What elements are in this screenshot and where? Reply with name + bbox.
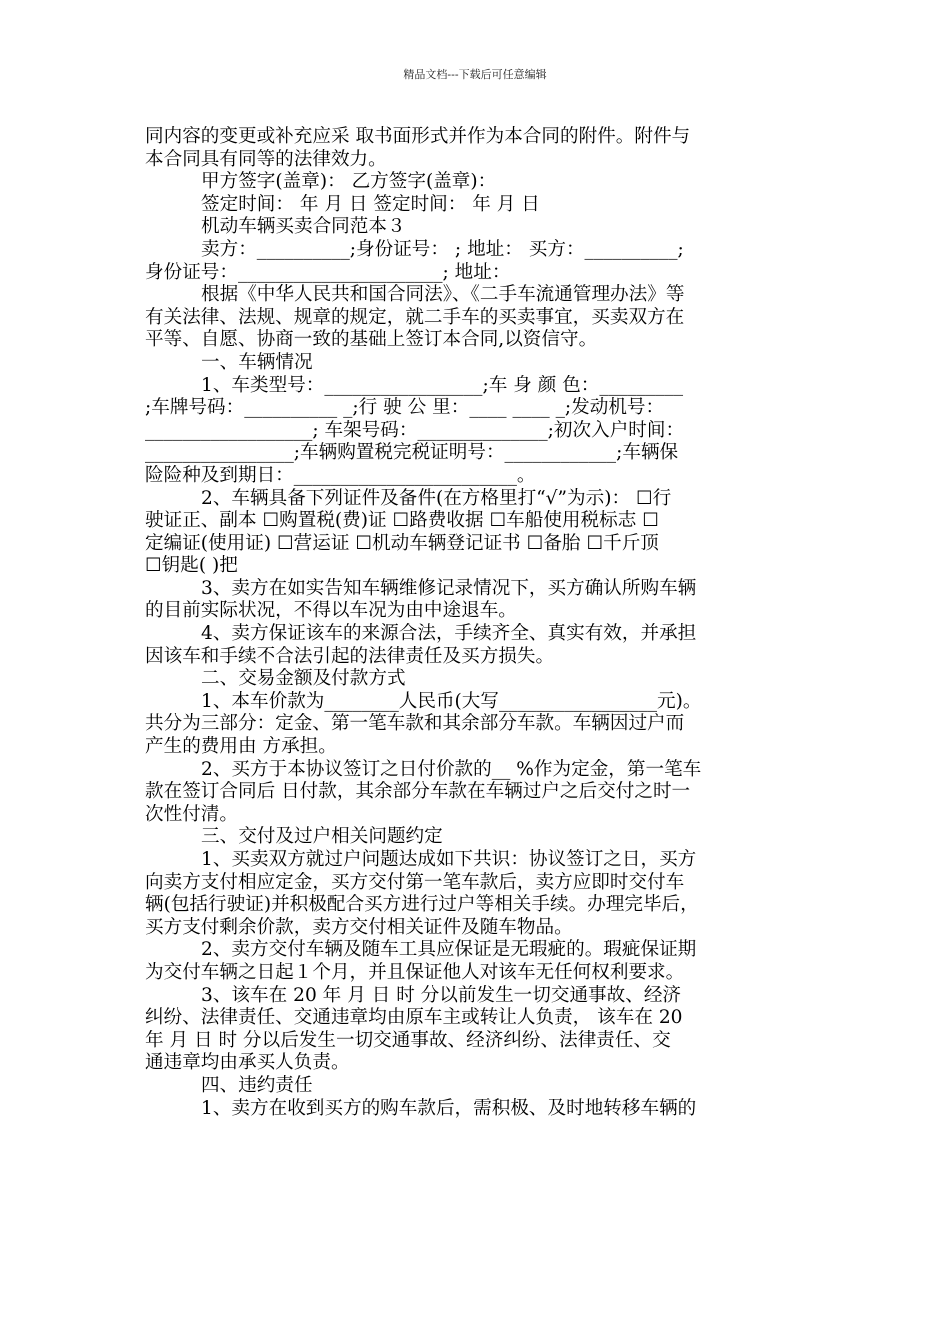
text-line: 2、买方于本协议签订之日付价款的__ %作为定金，第一笔车 (201, 758, 702, 780)
text-line: 买方支付剩余价款，卖方交付相关证件及随车物品。 (145, 916, 573, 938)
text-line: 共分为三部分：定金、第一笔车款和其余部分车款。车辆因过户而 (145, 713, 685, 735)
text-line: 有关法律、法规、规章的规定，就二手车的买卖事宜，买卖双方在 (145, 306, 685, 328)
text-line: 险险种及到期日：________________________。 (145, 464, 536, 486)
page-header: 精品文档---下载后可任意编辑 (403, 68, 547, 81)
text-line: 纠纷、法律责任、交通违章均由原车主或转让人负责， 该车在 20 (145, 1007, 683, 1029)
text-line: 产生的费用由 方承担。 (145, 736, 337, 758)
text-line: 3、卖方在如实告知车辆维修记录情况下，买方确认所购车辆 (201, 577, 697, 599)
text-line: ☐钥匙( )把 (145, 555, 238, 577)
text-line: 四、违约责任 (201, 1074, 313, 1096)
text-line: 向卖方支付相应定金，买方交付第一笔车款后，卖方应即时交付车 (145, 871, 685, 893)
text-line: 一、车辆情况 (201, 351, 313, 373)
text-line: 通违章均由承买人负责。 (145, 1052, 350, 1074)
text-line: 次性付清。 (145, 803, 238, 825)
text-line: ;车牌号码：__________ _;行 驶 公 里：____ ____ _;发动机号： (145, 397, 665, 419)
text-line: 卖方：__________;身份证号： ; 地址： 买方：__________; (201, 238, 684, 260)
text-line: 因该车和手续不合法引起的法律责任及买方损失。 (145, 645, 555, 667)
text-line: 同内容的变更或补充应采 取书面形式并作为本合同的附件。附件与 (145, 126, 691, 147)
text-line: 的目前实际状况，不得以车况为由中途退车。 (145, 600, 517, 622)
text-line: 2、车辆具备下列证件及备件(在方格里打“√”为示)： ☐行 (201, 487, 672, 509)
text-line: 驶证正、副本 ☐购置税(费)证 ☐路费收据 ☐车船使用税标志 ☐ (145, 510, 659, 532)
text-line: __________________; 车架号码：______________;初次入户时间： (145, 419, 685, 441)
text-line: 定编证(使用证) ☐营运证 ☐机动车辆登记证书 ☐备胎 ☐千斤顶 (145, 532, 659, 554)
text-line: 身份证号：______________________; 地址： (145, 261, 511, 283)
text-line: 2、卖方交付车辆及随车工具应保证是无瑕疵的。瑕疵保证期 (201, 939, 697, 961)
document-body (145, 126, 813, 1120)
text-line: 1、卖方在收到买方的购车款后，需积极、及时地转移车辆的 (201, 1097, 697, 1119)
text-line: 款在签订合同后 日付款，其余部分车款在车辆过户之后交付之时一 (145, 781, 691, 803)
text-line: 为交付车辆之日起１个月，并且保证他人对该车无任何权利要求。 (145, 961, 685, 983)
text-line: 1、本车价款为________人民币(大写_________________元)。 (201, 690, 702, 712)
text-line: 4、卖方保证该车的来源合法，手续齐全、真实有效，并承担 (201, 623, 697, 645)
text-line: 根据《中华人民共和国合同法》、《二手车流通管理办法》等 (201, 284, 685, 306)
text-line: 本合同具有同等的法律效力。 (145, 148, 387, 170)
text-line: 机动车辆买卖合同范本３ (201, 216, 406, 238)
text-line: 3、该车在 20 年 月 日 时 分以前发生一切交通事故、经济 (201, 984, 682, 1006)
text-line: 甲方签字(盖章)： 乙方签字(盖章)： (201, 171, 497, 193)
text-line: 平等、自愿、协商一致的基础上签订本合同,以资信守。 (145, 329, 598, 351)
text-line: 年 月 日 时 分以后发生一切交通事故、经济纠纷、法律责任、交 (145, 1029, 671, 1051)
text-line: 三、交付及过户相关问题约定 (201, 826, 443, 848)
text-line: 二、交易金额及付款方式 (201, 668, 406, 690)
text-line: 签定时间： 年 月 日 签定时间： 年 月 日 (201, 193, 540, 215)
text-line: 1、车类型号：_________________;车 身 颜 色：_________ (201, 374, 684, 396)
text-line: ________________;车辆购置税完税证明号：____________;车辆保 (145, 442, 679, 464)
text-line: 1、买卖双方就过户问题达成如下共识：协议签订之日，买方 (201, 849, 697, 870)
text-line: 辆(包括行驶证)并积极配合买方进行过户等相关手续。办理完毕后， (145, 894, 699, 916)
